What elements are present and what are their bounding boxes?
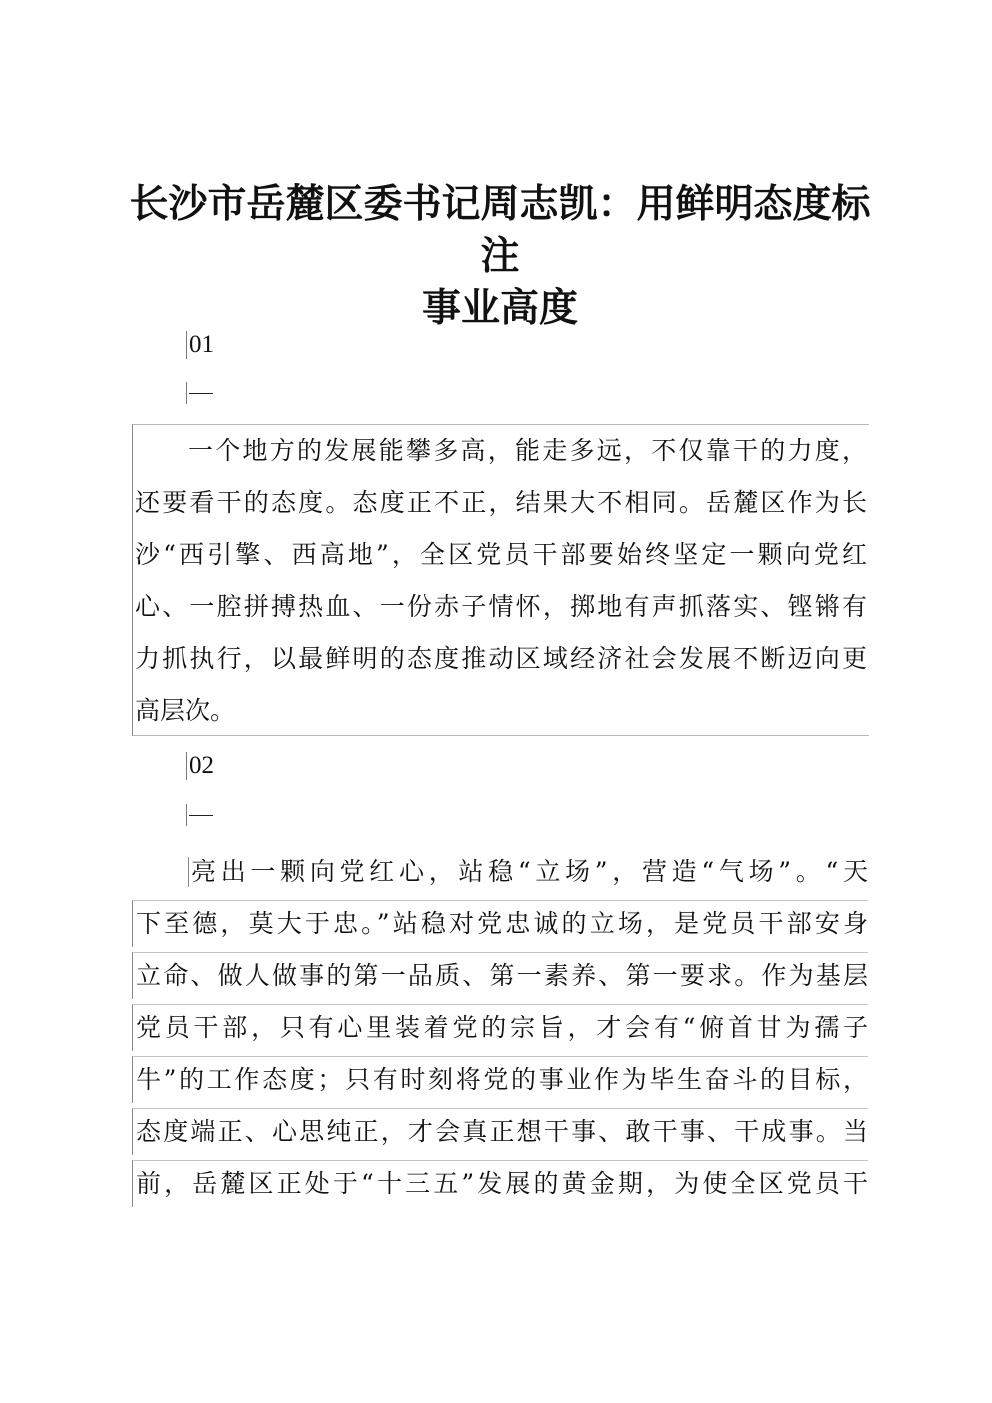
title-line-2: 事业高度 (421, 285, 578, 331)
paragraph-line: 高层次。 (135, 696, 236, 725)
section-number: 02 (186, 752, 214, 780)
paragraph-line: 前，岳麓区正处于“十三五”发展的黄金期，为使全区党员干 (132, 1160, 868, 1207)
paragraph-line: 下至德，莫大于忠。”站稳对党忠诚的立场，是党员干部安身 (132, 900, 868, 947)
section-dash-mark (186, 382, 213, 404)
paragraph-line: 力抓执行，以最鲜明的态度推动区域经济社会发展不断迈向更 (135, 644, 867, 673)
paragraph-line: 亮出一颗向党红心，站稳“立场”，营造“气场”。“天 (188, 857, 868, 887)
paragraph-line: 党员干部，只有心里装着党的宗旨，才会有“俯首甘为孺子 (132, 1004, 868, 1051)
title-line-1: 长沙市岳麓区委书记周志凯：用鲜明态度标注 (129, 181, 871, 279)
paragraph-line: 还要看干的态度。态度正不正，结果大不相同。岳麓区作为长 (135, 488, 867, 517)
paragraph-line: 沙“西引擎、西高地”，全区党员干部要始终坚定一颗向党红 (135, 540, 867, 569)
paragraph-line: 心、一腔拼搏热血、一份赤子情怀，掷地有声抓落实、铿锵有 (135, 592, 867, 621)
paragraph-line: 牛”的工作态度；只有时刻将党的事业作为毕生奋斗的目标， (132, 1056, 868, 1103)
page-title (120, 178, 880, 334)
paragraph-line: 立命、做人做事的第一品质、第一素养、第一要求。作为基层 (132, 952, 868, 999)
paragraph-line: 态度端正、心思纯正，才会真正想干事、敢干事、干成事。当 (132, 1108, 868, 1155)
paragraph-box (132, 424, 869, 736)
section-number: 01 (186, 331, 214, 359)
paragraph-line: 一个地方的发展能攀多高，能走多远，不仅靠干的力度， (188, 436, 867, 465)
section-dash-mark (186, 804, 213, 826)
